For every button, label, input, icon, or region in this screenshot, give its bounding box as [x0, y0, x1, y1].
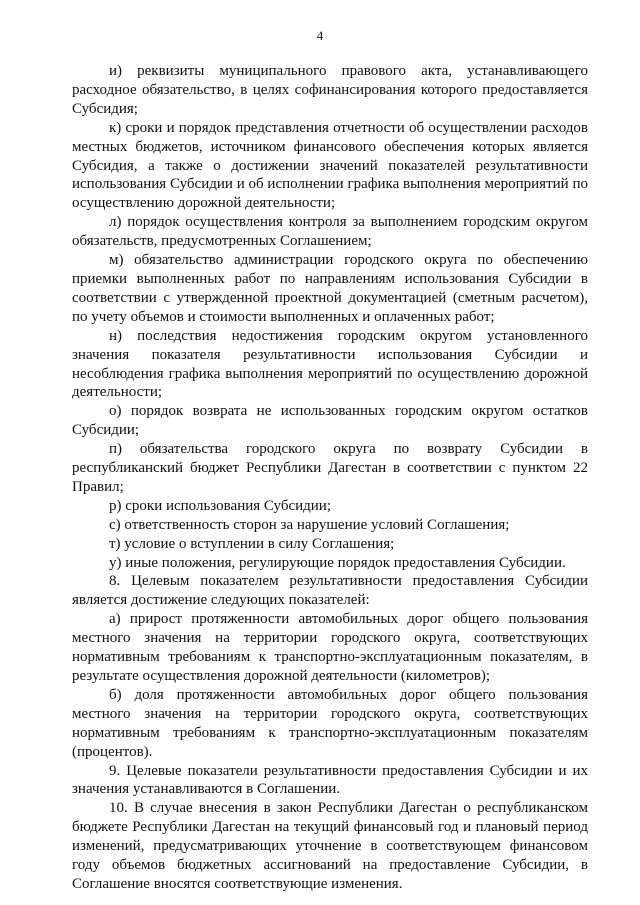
document-body — [72, 62, 588, 894]
paragraph-l: л) порядок осуществления контроля за выполнением городским округом обязательств, предусмотренных Соглашением; — [72, 214, 588, 250]
paragraph-m: м) обязательство администрации городского округа по обеспечению приемки выполненных работ по направлениям использования Субсидии в соответствии с утвержденной проектной документацией (сметным расчетом), по учету объемов и стоимости выполненных и оплаченных работ; — [72, 252, 588, 325]
paragraph-8: 8. Целевым показателем результативности предоставления Субсидии является достижение следующих показателей: — [72, 573, 588, 609]
paragraph-t: т) условие о вступлении в силу Соглашения; — [109, 535, 395, 552]
paragraph-9: 9. Целевые показатели результативности предоставления Субсидии и их значения устанавливаются в Соглашении. — [72, 762, 588, 798]
paragraph-u: у) иные положения, регулирующие порядок предоставления Субсидии. — [109, 554, 566, 571]
paragraph-o: о) порядок возврата не использованных городским округом остатков Субсидии; — [72, 403, 588, 439]
paragraph-8-a: а) прирост протяженности автомобильных дорог общего пользования местного значения на территории городского округа, соответствующих нормативным требованиям к транспортно-эксплуатационным показателям, в результате осуществления дорожной деятельности (километров); — [72, 611, 588, 684]
paragraph-n: н) последствия недостижения городским округом установленного значения показателя результативности использования Субсидии и несоблюдения графика выполнения мероприятий по осуществлению дорожной деятельности; — [72, 327, 588, 401]
paragraph-8-b: б) доля протяженности автомобильных дорог общего пользования местного значения на территории городского округа, соответствующих нормативным требованиям к транспортно-эксплуатационным показателям (процентов). — [72, 686, 588, 760]
paragraph-10: 10. В случае внесения в закон Республики Дагестан о республиканском бюджете Республики Дагестан на текущий финансовый год и плановый период изменений, предусматривающих уточнение в соответствующем финансовом году объемов бюджетных ассигнований на предоставление Субсидии, в Соглашение вносятся соответствующие изменения. — [72, 800, 588, 892]
paragraph-r: р) сроки использования Субсидии; — [109, 497, 331, 514]
paragraph-s: с) ответственность сторон за нарушение условий Соглашения; — [109, 516, 510, 533]
paragraph-k: к) сроки и порядок представления отчетности об осуществлении расходов местных бюджетов, источником финансового обеспечения которых является Субсидия, а также о достижении значений показателей результативности использования Субсидии и об исполнении графика выполнения мероприятий по осуществлению дорожной деятельности; — [72, 119, 588, 212]
paragraph-i: и) реквизиты муниципального правового акта, устанавливающего расходное обязательство, в целях софинансирования которого предоставляется Субсидия; — [72, 63, 588, 117]
page-number: 4 — [316, 28, 324, 43]
paragraph-p: п) обязательства городского округа по возврату Субсидии в республиканский бюджет Республики Дагестан в соответствии с пунктом 22 Правил; — [72, 441, 588, 495]
